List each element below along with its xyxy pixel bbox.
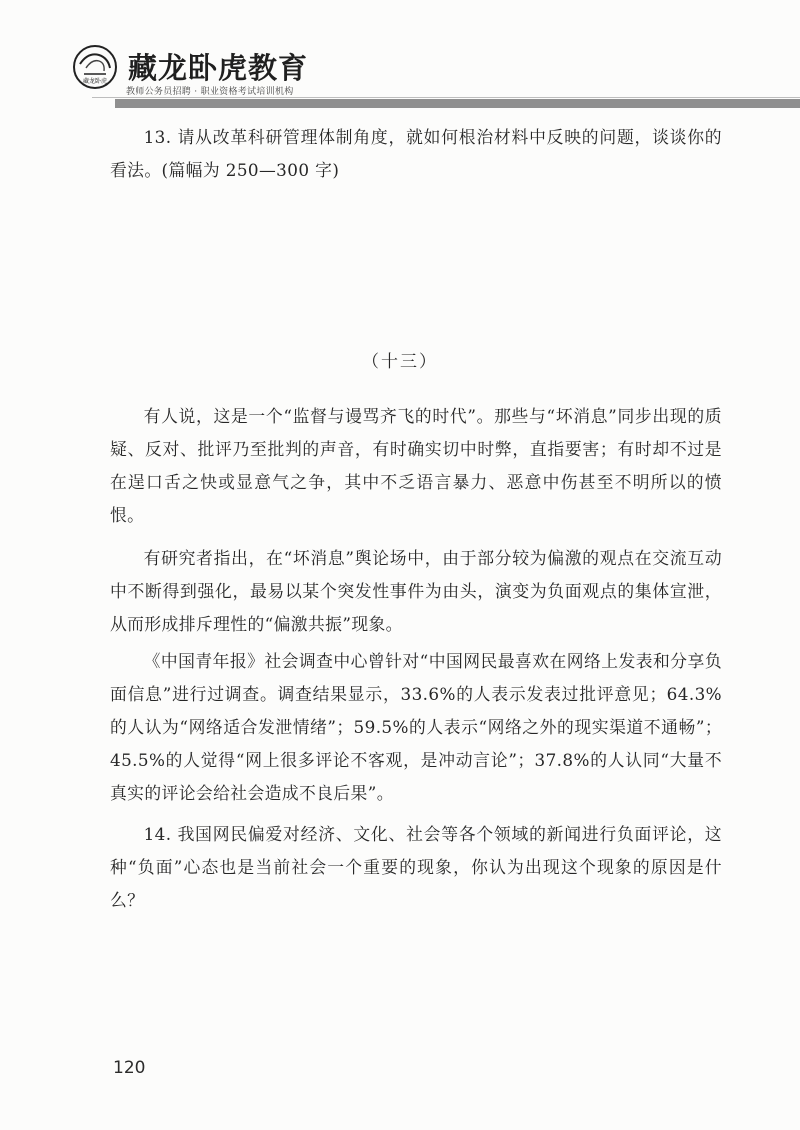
question-13: 13. 请从改革科研管理体制角度，就如何根治材料中反映的问题，谈谈你的看法。(篇幅为 250—300 字) [110, 127, 722, 180]
brand-subtitle: 教师公务员招聘 · 职业资格考试培训机构 [126, 87, 294, 97]
svg-text:藏龙卧虎: 藏龙卧虎 [82, 78, 108, 85]
page-number: 120 [113, 1058, 146, 1078]
paragraph-2: 有研究者指出，在“坏消息”舆论场中，由于部分较为偏激的观点在交流互动中不断得到强化，最易以某个突发性事件为由头，演变为负面观点的集体宣泄，从而形成排斥理性的“偏激共振”现象。 [110, 548, 722, 634]
dragon-logo-icon [72, 44, 118, 90]
header-divider [115, 99, 800, 108]
question-14: 14. 我国网民偏爱对经济、文化、社会等各个领域的新闻进行负面评论，这种“负面”心态也是当前社会一个重要的现象，你认为出现这个现象的原因是什么？ [110, 824, 722, 910]
page-header [0, 0, 800, 110]
brand-logo [72, 44, 118, 90]
brand-name: 藏龙卧虎教育 [128, 51, 309, 85]
paragraph-3: 《中国青年报》社会调查中心曾针对“中国网民最喜欢在网络上发表和分享负面信息”进行过调查。调查结果显示，33.6%的人表示发表过批评意见；64.3%的人认为“网络适合发泄情绪”；59.5%的人表示“网络之外的现实渠道不通畅”；45.5%的人觉得“网上很多评论不客观，是冲动言论”；37.8%的人认同“大量不真实的评论会给社会造成不良后果”。 [110, 651, 722, 803]
paragraph-1: 有人说，这是一个“监督与谩骂齐飞的时代”。那些与“坏消息”同步出现的质疑、反对、批评乃至批判的声音，有时确实切中时弊，直指要害；有时却不过是在逞口舌之快或显意气之争，其中不乏语言暴力、恶意中伤甚至不明所以的愤恨。 [110, 406, 722, 525]
section-title: （十三） [362, 352, 438, 372]
header-divider-thin [92, 97, 800, 98]
